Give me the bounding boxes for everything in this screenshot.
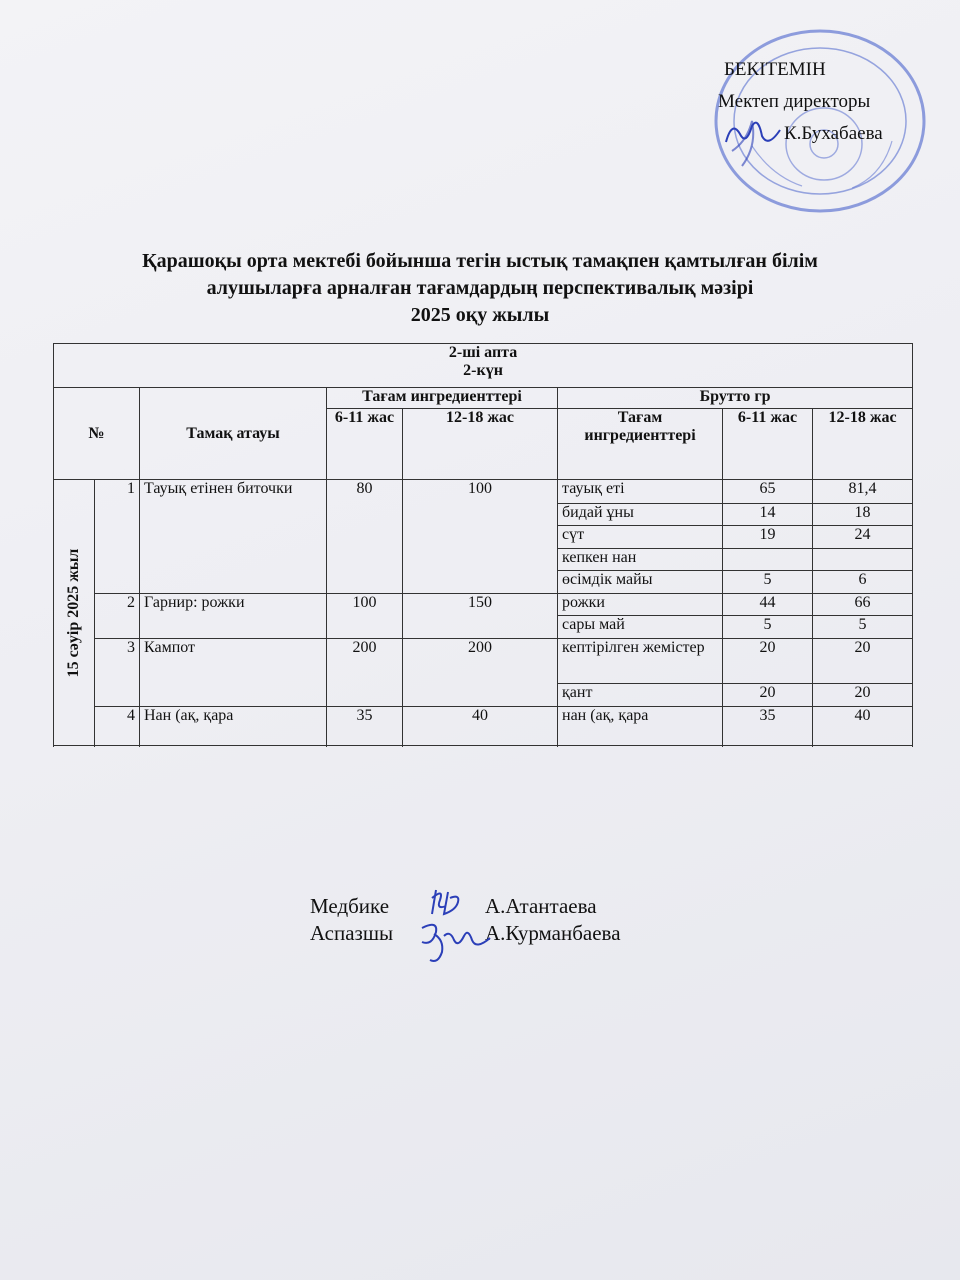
cook-signature-icon: [414, 916, 498, 966]
title-line-2: алушыларға арналған тағамдардың перспективалық мәзірі: [206, 277, 754, 299]
table-row: [54, 639, 913, 684]
ingredient-name: өсімдік майы: [558, 571, 723, 594]
ingredient-name: сүт: [558, 526, 723, 549]
ingredient-name: нан (ақ, қара: [558, 707, 723, 746]
dish-gram-12-18: 150: [403, 594, 558, 639]
week-label: 2-ші апта: [448, 344, 518, 361]
col-brutto-12-18: 12-18 жас: [813, 409, 913, 480]
ingredient-brutto-6-11: 14: [723, 504, 813, 526]
ingredient-brutto-12-18: 6: [813, 571, 913, 594]
ingredient-brutto-12-18: 5: [813, 616, 913, 639]
table-row: [54, 707, 913, 746]
nurse-role: Медбике: [310, 894, 390, 918]
ingredient-brutto-6-11: 20: [723, 684, 813, 707]
title-line-3: 2025 оқу жылы: [410, 304, 550, 326]
ingredient-brutto-6-11: 5: [723, 571, 813, 594]
dish-gram-12-18: 100: [403, 480, 558, 594]
col-age-12-18: 12-18 жас: [403, 409, 558, 480]
dish-name: Тауық етінен биточки: [140, 480, 327, 594]
approval-title: БЕКІТЕМІН: [724, 59, 826, 80]
date-cell: [54, 480, 95, 746]
col-brutto-6-11: 6-11 жас: [723, 409, 813, 480]
ingredient-name: тауық еті: [558, 480, 723, 504]
ingredient-brutto-6-11: 20: [723, 639, 813, 684]
nurse-signature-icon: [422, 884, 472, 920]
dish-gram-6-11: 35: [327, 707, 403, 746]
table-row: [54, 594, 913, 616]
ingredient-name: кепкен нан: [558, 549, 723, 571]
ingredient-brutto-12-18: 20: [813, 684, 913, 707]
director-signature-icon: [718, 112, 788, 152]
col-age-6-11: 6-11 жас: [327, 409, 403, 480]
dish-gram-6-11: 100: [327, 594, 403, 639]
dish-name: Гарнир: рожки: [140, 594, 327, 639]
ingredient-brutto-12-18: [813, 549, 913, 571]
dish-gram-12-18: 40: [403, 707, 558, 746]
ingredient-brutto-12-18: 18: [813, 504, 913, 526]
ingredient-brutto-6-11: 35: [723, 707, 813, 746]
table-row: [54, 480, 913, 504]
ingredient-name: қант: [558, 684, 723, 707]
dish-num: 4: [95, 707, 140, 746]
dish-name: Кампот: [140, 639, 327, 707]
cook-name: А.Курманбаева: [485, 921, 621, 945]
ingredient-brutto-6-11: 44: [723, 594, 813, 616]
document-title: [40, 248, 920, 329]
dish-num: 1: [95, 480, 140, 594]
col-ingredients-group: Тағам ингредиенттері: [327, 388, 558, 409]
dish-gram-12-18: 200: [403, 639, 558, 707]
ingredient-brutto-6-11: 65: [723, 480, 813, 504]
nurse-name: А.Атантаева: [485, 894, 597, 918]
ingredient-brutto-12-18: 81,4: [813, 480, 913, 504]
dish-gram-6-11: 80: [327, 480, 403, 594]
ingredient-brutto-6-11: 5: [723, 616, 813, 639]
col-num: №: [54, 388, 140, 480]
dish-num: 3: [95, 639, 140, 707]
ingredient-brutto-12-18: 40: [813, 707, 913, 746]
ingredient-name: бидай ұны: [558, 504, 723, 526]
ingredient-brutto-12-18: 20: [813, 639, 913, 684]
ingredient-brutto-6-11: [723, 549, 813, 571]
col-ingredients: Тағам ингредиенттері: [558, 409, 723, 480]
date-label: 15 сәуір 2025 жыл: [65, 548, 82, 677]
week-day-header: [54, 344, 913, 388]
day-label: 2-күн: [463, 362, 503, 379]
ingredient-brutto-12-18: 24: [813, 526, 913, 549]
dish-gram-6-11: 200: [327, 639, 403, 707]
ingredient-brutto-6-11: 19: [723, 526, 813, 549]
ingredient-name: сары май: [558, 616, 723, 639]
approval-director-name: К.Бухабаева: [784, 123, 883, 144]
approval-position: Мектеп директоры: [718, 91, 871, 112]
dish-num: 2: [95, 594, 140, 639]
ingredient-name: кептірілген жемістер: [558, 639, 723, 684]
dish-name: Нан (ақ, қара: [140, 707, 327, 746]
col-brutto-group: Брутто гр: [558, 388, 913, 409]
col-dish-name: Тамақ атауы: [140, 388, 327, 480]
ingredient-name: рожки: [558, 594, 723, 616]
cook-role: Аспазшы: [310, 921, 394, 945]
ingredient-brutto-12-18: 66: [813, 594, 913, 616]
title-line-1: Қарашоқы орта мектебі бойынша тегін ыстық тамақпен қамтылған білім: [142, 250, 818, 272]
menu-table: [53, 343, 913, 746]
